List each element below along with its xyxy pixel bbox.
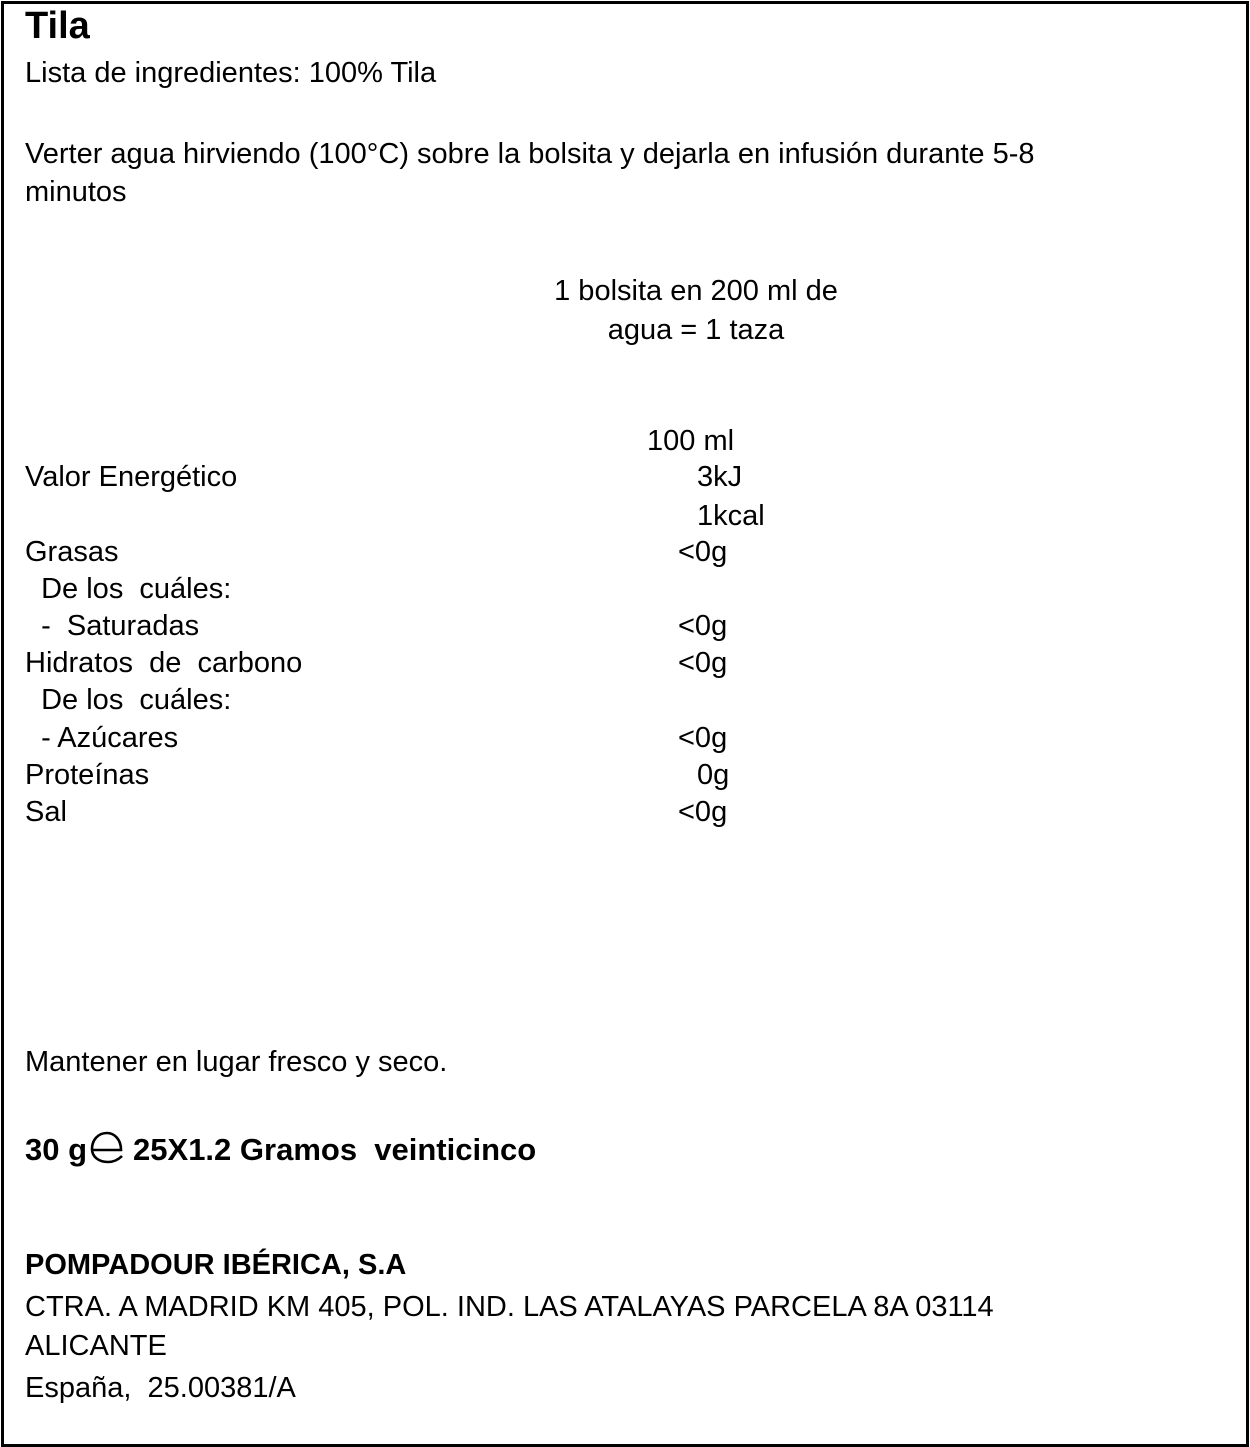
instructions-line-1: Verter agua hirviendo (100°C) sobre la bolsita y dejarla en infusión durante 5-8 bbox=[25, 138, 1035, 170]
weight-detail: 25X1.2 Gramos veinticinco bbox=[133, 1132, 537, 1167]
company-address-line-1: CTRA. A MADRID KM 405, POL. IND. LAS ATALAYAS PARCELA 8A 03114 bbox=[25, 1291, 994, 1323]
nutrition-row-label: - Saturadas bbox=[25, 610, 200, 642]
nutrition-row-label: De los cuáles: bbox=[25, 573, 232, 605]
company-name: POMPADOUR IBÉRICA, S.A bbox=[25, 1249, 407, 1281]
ingredients-text: Lista de ingredientes: 100% Tila bbox=[25, 57, 437, 89]
nutrition-header: 100 ml bbox=[647, 425, 735, 457]
serving-line-1: 1 bolsita en 200 ml de bbox=[554, 275, 838, 307]
nutrition-row-value: <0g bbox=[678, 722, 728, 754]
nutrition-row-value: 1kcal bbox=[697, 500, 765, 532]
nutrition-row-value: <0g bbox=[678, 610, 728, 642]
net-weight-line bbox=[25, 1126, 536, 1169]
storage-text: Mantener en lugar fresco y seco. bbox=[25, 1046, 448, 1078]
nutrition-row-label: Grasas bbox=[25, 536, 119, 568]
nutrition-row-value: 3kJ bbox=[697, 461, 743, 493]
net-weight: 30 g bbox=[25, 1132, 88, 1167]
product-title: Tila bbox=[25, 5, 90, 47]
nutrition-row-value: <0g bbox=[678, 647, 728, 679]
nutrition-row-value: <0g bbox=[678, 536, 728, 568]
nutrition-row-label: - Azúcares bbox=[25, 722, 179, 754]
nutrition-row-label: Proteínas bbox=[25, 759, 150, 791]
serving-line-2: agua = 1 taza bbox=[607, 314, 785, 346]
nutrition-row-label: Sal bbox=[25, 796, 67, 828]
nutrition-row-value: 0g bbox=[697, 759, 730, 791]
estimated-sign-icon bbox=[89, 1130, 127, 1173]
instructions-line-2: minutos bbox=[25, 176, 127, 208]
company-address-line-2: ALICANTE bbox=[25, 1330, 167, 1362]
nutrition-row-label: Hidratos de carbono bbox=[25, 647, 303, 679]
label-frame bbox=[1, 1, 1249, 1447]
nutrition-row-label: Valor Energético bbox=[25, 461, 238, 493]
nutrition-row-label: De los cuáles: bbox=[25, 684, 232, 716]
nutrition-row-value: <0g bbox=[678, 796, 728, 828]
company-country: España, 25.00381/A bbox=[25, 1372, 296, 1404]
